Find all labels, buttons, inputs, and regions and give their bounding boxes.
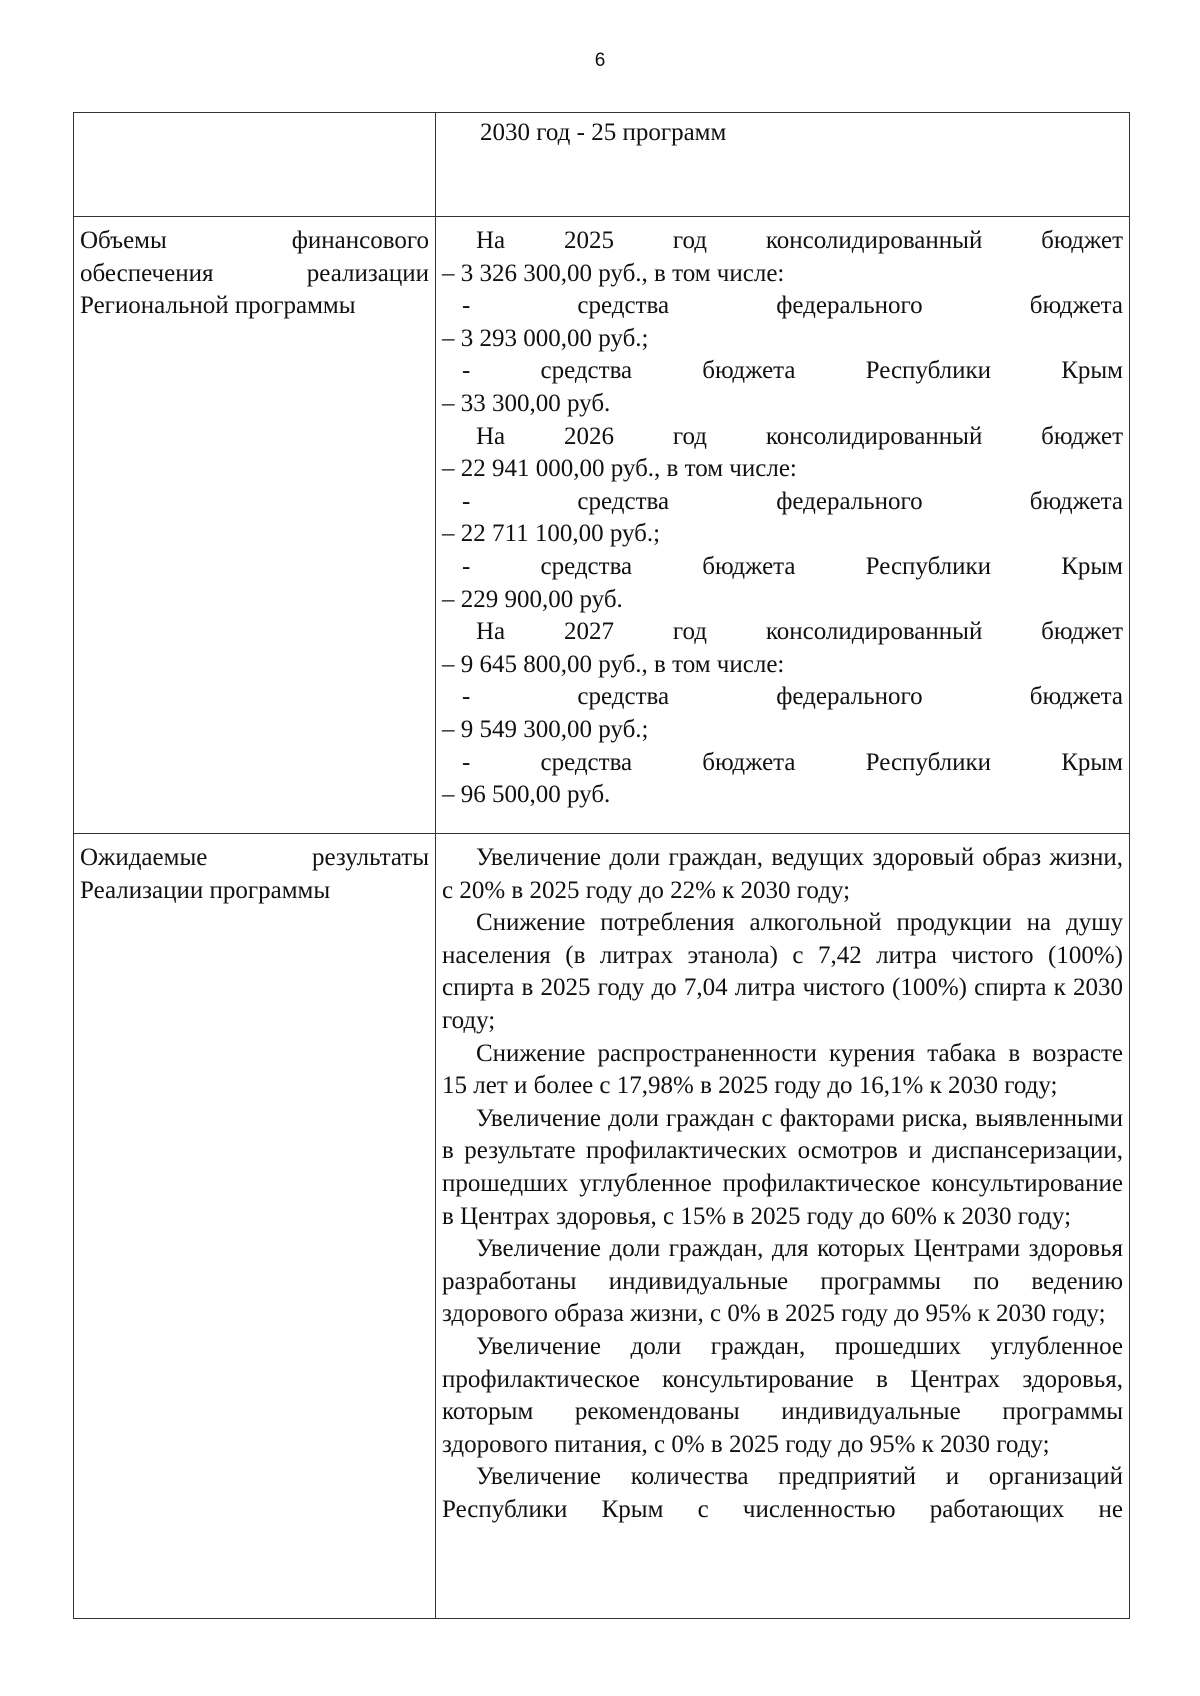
funding-source-line: - средства бюджета Республики Крым	[462, 748, 1123, 776]
funding-total-line: – 22 941 000,00 руб., в том числе:	[442, 455, 797, 483]
label-line: Объемы финансового	[80, 227, 429, 254]
result-paragraph: Снижение распространенности курения табака в возрасте 15 лет и более с 17,98% в 2025 году до 16,1% к 2030 году;	[442, 1039, 1123, 1100]
funding-source-line: - средства бюджета Республики Крым	[462, 552, 1123, 580]
funding-amount-line: – 9 549 300,00 руб.;	[442, 715, 649, 743]
funding-year-line: На 2026 год консолидированный бюджет	[476, 422, 1123, 450]
label-line: Региональной программы	[80, 292, 356, 320]
funding-total-line: – 9 645 800,00 руб., в том числе:	[442, 650, 785, 678]
funding-year-line: На 2025 год консолидированный бюджет	[476, 227, 1123, 254]
row-label-cell	[74, 834, 436, 1619]
row-label-cell	[74, 113, 436, 217]
page-number: 6	[594, 50, 606, 71]
result-paragraph: Увеличение доли граждан, ведущих здоровый образ жизни, с 20% в 2025 году до 22% к 2030 году;	[442, 844, 1123, 904]
result-paragraph: Увеличение доли граждан с факторами риска, выявленными в результате профилактических осмотров и диспансеризации, прошедших углубленное профилактическое консультирование в Центрах здоровья, с 15% в 2025 году до 60% к 2030 году;	[442, 1104, 1123, 1230]
program-passport-table	[73, 112, 1130, 1619]
funding-amount-line: – 33 300,00 руб.	[442, 389, 611, 417]
funding-volumes-cell	[436, 217, 1130, 834]
result-paragraph: Увеличение доли граждан, для которых Центрами здоровья разработаны индивидуальные программы по ведению здорового образа жизни, с 0% в 2025 году до 95% к 2030 году;	[442, 1235, 1123, 1328]
expected-results-cell	[436, 834, 1130, 1619]
result-paragraph: Увеличение доли граждан, прошедших углубленное профилактическое консультирование в Центрах здоровья, которым рекомендованы индивидуальные программы здорового питания, с 0% в 2025 году до 95% к 2030 году;	[442, 1332, 1123, 1458]
funding-amount-line: – 229 900,00 руб.	[442, 585, 623, 613]
funding-source-line: - средства федерального бюджета	[462, 683, 1123, 711]
funding-amount-line: – 22 711 100,00 руб.;	[442, 520, 661, 548]
funding-source-line: - средства федерального бюджета	[462, 487, 1123, 515]
result-paragraph: Увеличение количества предприятий и организаций Республики Крым с численностью работающих не	[442, 1463, 1123, 1523]
funding-amount-line: – 3 293 000,00 руб.;	[442, 324, 649, 352]
funding-source-line: - средства федерального бюджета	[462, 292, 1123, 320]
table-row	[74, 217, 1130, 834]
table-row	[74, 834, 1130, 1619]
funding-source-line: - средства бюджета Республики Крым	[462, 357, 1123, 385]
funding-year-line: На 2027 год консолидированный бюджет	[476, 618, 1123, 646]
funding-amount-line: – 96 500,00 руб.	[442, 781, 611, 809]
label-line: обеспечения реализации	[80, 259, 429, 287]
row-value-cell: 2030 год - 25 программ	[436, 113, 1130, 217]
table-row	[74, 113, 1130, 217]
result-paragraph: Снижение потребления алкогольной продукции на душу населения (в литрах этанола) с 7,42 литра чистого (100%) спирта в 2025 году до 7,04 литра чистого (100%) спирта к 2030 году;	[442, 909, 1123, 1034]
label-line: Ожидаемые результаты	[80, 844, 429, 871]
funding-total-line: – 3 326 300,00 руб., в том числе:	[442, 259, 785, 287]
label-line: Реализации программы	[80, 876, 331, 904]
row-label-cell	[74, 217, 436, 834]
